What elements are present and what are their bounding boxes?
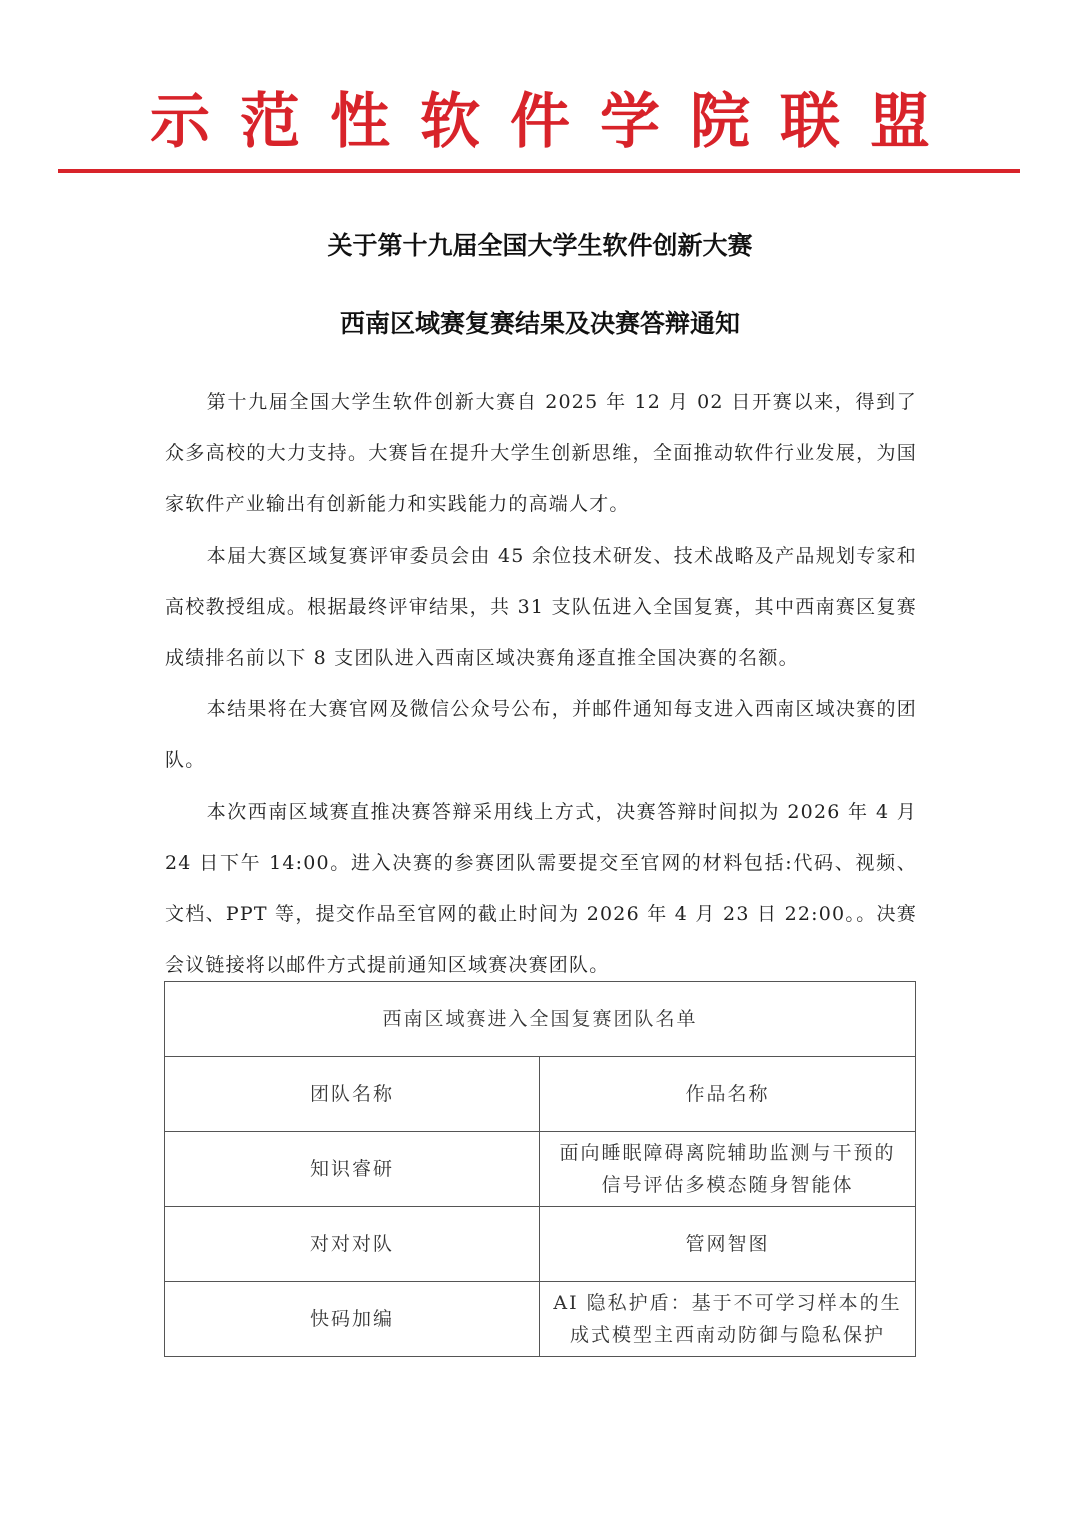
table-caption-row bbox=[165, 982, 916, 1057]
letterhead-org-name: 示范性软件学院联盟 bbox=[150, 87, 960, 157]
table-header-work-name: 作品名称 bbox=[540, 1057, 916, 1132]
table-row bbox=[165, 1132, 916, 1207]
paragraph-final-defense: 本次西南区域赛直推决赛答辩采用线上方式，决赛答辩时间拟为 2026 年 4 月 24 日下午 14:00。进入决赛的参赛团队需要提交至官网的材料包括:代码、视频、文档、PPT 等，提交作品至官网的截止时间为 2026 年 4 月 23 日 22:00。。决赛会议链接将以邮件方式提前通知区域赛决赛团队。 bbox=[165, 800, 917, 977]
paragraph-announcement: 本结果将在大赛官网及微信公众号公布，并邮件通知每支进入西南区域决赛的团队。 bbox=[165, 698, 917, 772]
team-name-cell: 快码加编 bbox=[165, 1282, 540, 1357]
table-caption: 西南区域赛进入全国复赛团队名单 bbox=[165, 982, 916, 1057]
document-title-line-1: 关于第十九届全国大学生软件创新大赛 bbox=[327, 231, 753, 260]
document-body bbox=[165, 377, 917, 991]
team-list-table bbox=[164, 981, 916, 1357]
team-name-cell: 知识睿研 bbox=[165, 1132, 540, 1207]
table-row bbox=[165, 1207, 916, 1282]
work-name-cell: AI 隐私护盾：基于不可学习样本的生成式模型主西南动防御与隐私保护 bbox=[540, 1282, 916, 1357]
document-title-line-2: 西南区域赛复赛结果及决赛答辩通知 bbox=[339, 309, 740, 338]
team-name-cell: 对对对队 bbox=[165, 1207, 540, 1282]
paragraph-review-committee: 本届大赛区域复赛评审委员会由 45 余位技术研发、技术战略及产品规划专家和高校教授组成。根据最终评审结果，共 31 支队伍进入全国复赛，其中西南赛区复赛成绩排名前以下 8 支团队进入西南区域决赛角逐直推全国决赛的名额。 bbox=[165, 544, 917, 670]
table-header-team-name: 团队名称 bbox=[165, 1057, 540, 1132]
paragraph-opening: 第十九届全国大学生软件创新大赛自 2025 年 12 月 02 日开赛以来，得到了众多高校的大力支持。大赛旨在提升大学生创新思维，全面推动软件行业发展，为国家软件产业输出有创新能力和实践能力的高端人才。 bbox=[165, 391, 917, 516]
work-name-cell: 管网智图 bbox=[540, 1207, 916, 1282]
work-name-cell: 面向睡眠障碍离院辅助监测与干预的信号评估多模态随身智能体 bbox=[540, 1132, 916, 1207]
letterhead-red-rule bbox=[58, 169, 1020, 173]
table-row bbox=[165, 1282, 916, 1357]
table-header-row bbox=[165, 1057, 916, 1132]
